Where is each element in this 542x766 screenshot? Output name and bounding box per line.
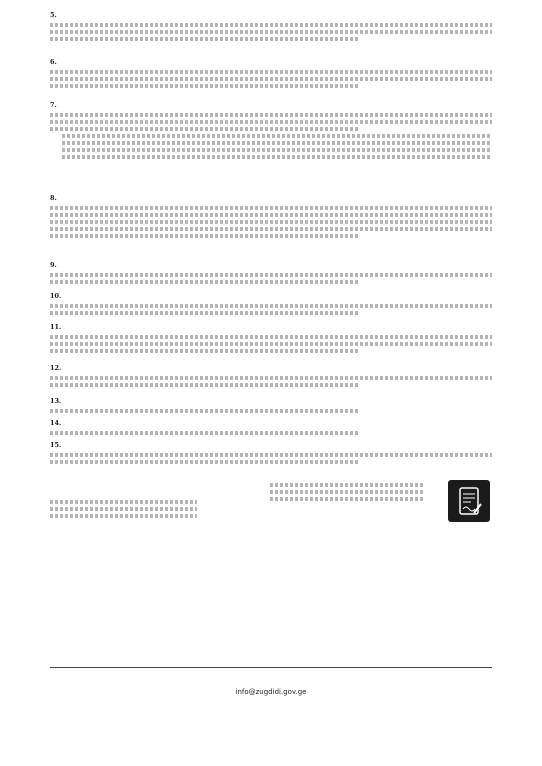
paragraph-number: 5.: [50, 11, 57, 19]
paragraph-number: 8.: [50, 194, 57, 202]
paragraph-number: 14.: [50, 419, 62, 427]
paragraph-number: 12.: [50, 364, 62, 372]
paragraph-number: 11.: [50, 323, 62, 331]
paragraph-11: [50, 322, 492, 356]
digital-signature-icon: [448, 480, 490, 522]
paragraph-10: [50, 291, 492, 318]
paragraph-number: 7.: [50, 101, 57, 109]
paragraph-15: [50, 440, 492, 467]
paragraph-number: 10.: [50, 292, 62, 300]
footer-email-link[interactable]: info@zugdidi.gov.ge: [235, 688, 307, 696]
paragraph-9: [50, 260, 492, 287]
paragraph-number: 15.: [50, 441, 62, 449]
paragraph-7: [50, 100, 492, 162]
paragraph-8: [50, 193, 492, 241]
paragraph-number: 9.: [50, 261, 57, 269]
paragraph-6: [50, 57, 492, 91]
paragraph-number: 6.: [50, 58, 57, 66]
paragraph-12: [50, 363, 492, 390]
paragraph-13: [50, 396, 492, 416]
paragraph-number: 13.: [50, 397, 62, 405]
paragraph-5: [50, 10, 492, 44]
signature-left: [50, 497, 260, 521]
footer-contact: [50, 687, 492, 698]
signature-right: [270, 480, 490, 524]
paragraph-14: [50, 418, 492, 438]
footer-divider: [50, 667, 492, 668]
